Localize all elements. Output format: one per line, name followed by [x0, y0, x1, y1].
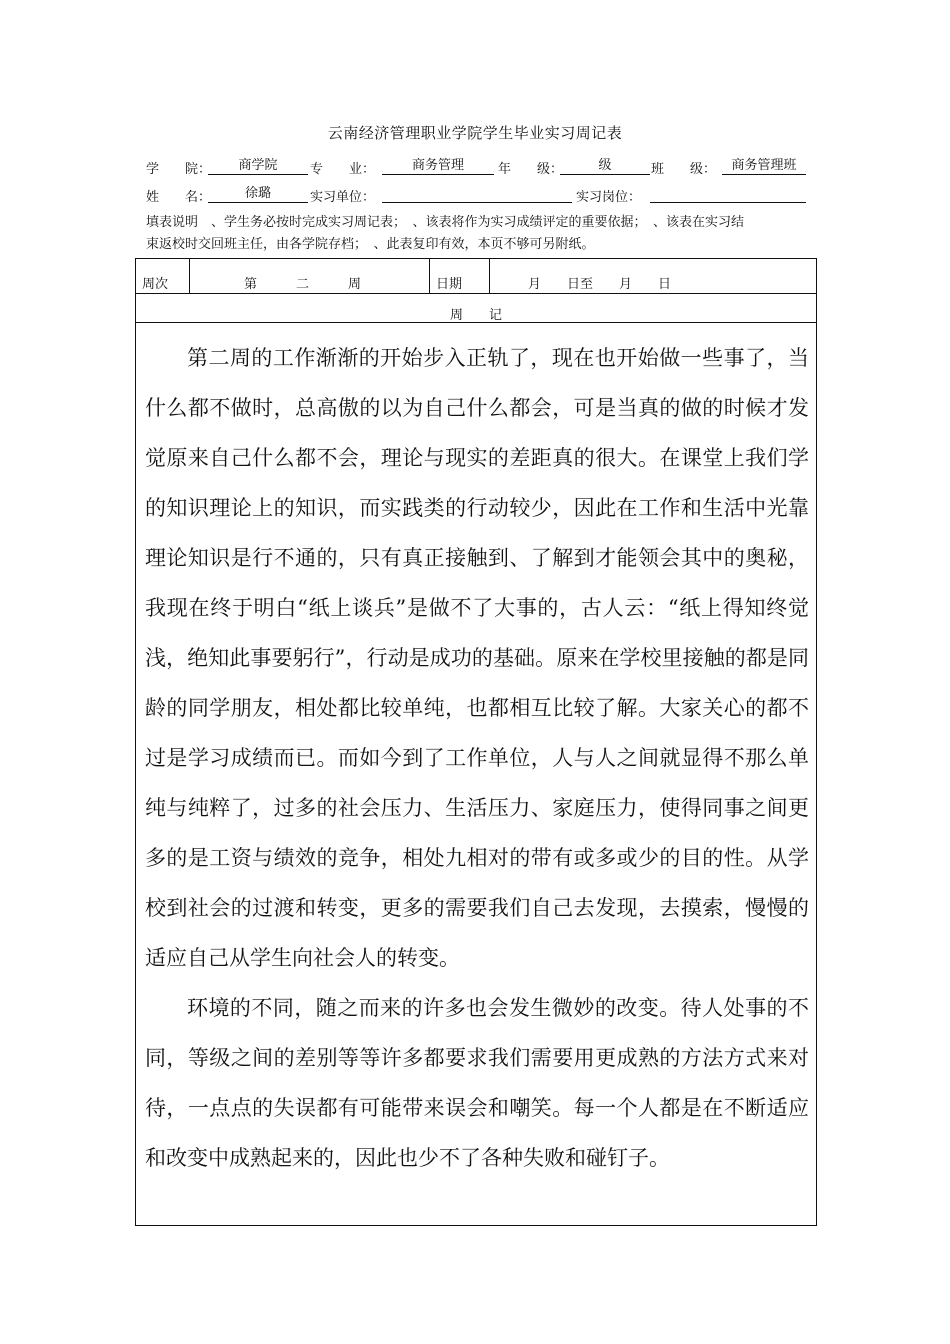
post-label: 实习岗位： [576, 190, 642, 205]
cell-divider [429, 259, 430, 293]
college-value: 商学院 [208, 158, 308, 175]
form-title: 云南经济管理职业学院学生毕业实习周记表 [327, 124, 623, 142]
major-label: 专 业： [310, 162, 376, 177]
instructions-line-1: 填表说明 、学生务必按时完成实习周记表； 、该表将作为实习成绩评定的重要依据； 、该表在实习结 [146, 215, 745, 230]
class-label: 班 级： [651, 162, 717, 177]
name-value: 徐璐 [208, 186, 308, 203]
week-value: 第 二 周 [244, 277, 362, 292]
instructions [146, 212, 811, 256]
name-label: 姓 名： [146, 190, 212, 205]
post-value [650, 186, 806, 203]
class-value: 商务管理班 [722, 158, 806, 175]
major-value: 商务管理 [382, 158, 494, 175]
grade-value: 级 [560, 158, 650, 175]
unit-label: 实习单位： [310, 190, 376, 205]
date-value: 月 日至 月 日 [528, 277, 672, 292]
unit-value [382, 186, 572, 203]
grade-label: 年 级： [498, 162, 564, 177]
journal-paragraph: 环境的不同，随之而来的许多也会发生微妙的改变。待人处事的不同，等级之间的差别等等许多都要求我们需要用更成熟的方法方式来对待，一点点的失误都有可能带来误会和嘲笑。每一个人都是在不断适应和改变中成熟起来的，因此也少不了各种失败和碰钉子。 [145, 996, 809, 1170]
journal-table [135, 258, 817, 1226]
row-divider [136, 293, 816, 294]
journal-entry [145, 333, 809, 1183]
cell-divider [489, 259, 490, 293]
week-label: 周次 [142, 277, 169, 292]
section-heading: 周 记 [449, 308, 502, 323]
college-label: 学 院： [146, 162, 212, 177]
journal-paragraph: 第二周的工作渐渐的开始步入正轨了，现在也开始做一些事了，当什么都不做时，总高傲的以为自己什么都会，可是当真的做的时候才发觉原来自己什么都不会，理论与现实的差距真的很大。在课堂上我们学的知识理论上的知识，而实践类的行动较少，因此在工作和生活中光靠理论知识是行不通的，只有真正接触到、了解到才能领会其中的奥秘，我现在终于明白“纸上谈兵”是做不了大事的，古人云：“纸上得知终觉浅，绝知此事要躬行”，行动是成功的基础。原来在学校里接触的都是同龄的同学朋友，相处都比较单纯，也都相互比较了解。大家关心的都不过是学习成绩而已。而如今到了工作单位，人与人之间就显得不那么单纯与纯粹了，过多的社会压力、生活压力、家庭压力，使得同事之间更多的是工资与绩效的竞争，相处九相对的带有或多或少的目的性。从学校到社会的过渡和转变，更多的需要我们自己去发现，去摸索，慢慢的适应自己从学生向社会人的转变。 [145, 346, 809, 970]
instructions-line-2: 束返校时交回班主任，由各学院存档； 、此表复印有效，本页不够可另附纸。 [146, 237, 595, 252]
cell-divider [189, 259, 190, 293]
date-label: 日期 [436, 277, 463, 292]
